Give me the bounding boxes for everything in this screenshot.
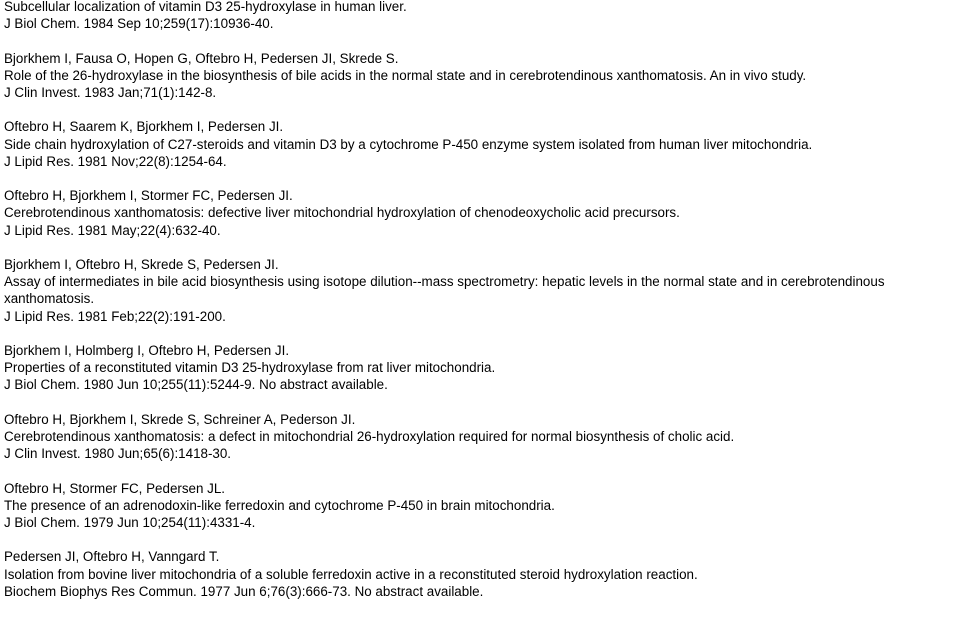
reference-authors: Oftebro H, Saarem K, Bjorkhem I, Pedersen JI. — [4, 119, 284, 135]
reference-entry — [4, 187, 954, 239]
reference-title: Properties of a reconstituted vitamin D3 25-hydroxylase from rat liver mitochondria. — [4, 360, 496, 376]
reference-citation: J Lipid Res. 1981 May;22(4):632-40. — [4, 222, 221, 238]
reference-title: Cerebrotendinous xanthomatosis: defective liver mitochondrial hydroxylation of chenodeoxycholic acid precursors. — [4, 205, 680, 221]
reference-title: The presence of an adrenodoxin-like ferredoxin and cytochrome P-450 in brain mitochondria. — [4, 497, 555, 513]
reference-authors: Bjorkhem I, Oftebro H, Skrede S, Pedersen JI. — [4, 256, 279, 272]
reference-authors: Oftebro H, Stormer FC, Pedersen JL. — [4, 480, 226, 496]
reference-title: Isolation from bovine liver mitochondria of a soluble ferredoxin active in a reconstituted steroid hydroxylation reaction. — [4, 566, 698, 582]
reference-entry — [4, 0, 954, 32]
reference-entry — [4, 480, 954, 532]
reference-entry — [4, 118, 954, 170]
reference-citation: J Biol Chem. 1979 Jun 10;254(11):4331-4. — [4, 514, 256, 530]
reference-title: Assay of intermediates in bile acid biosynthesis using isotope dilution--mass spectrometry: hepatic levels in the normal state and in cerebrotendinous xanthomatosis. — [4, 274, 885, 307]
reference-citation: J Clin Invest. 1980 Jun;65(6):1418-30. — [4, 446, 232, 462]
reference-entry — [4, 256, 954, 325]
reference-list — [4, 0, 954, 617]
reference-citation: J Lipid Res. 1981 Nov;22(8):1254-64. — [4, 153, 227, 169]
reference-entry — [4, 548, 954, 600]
reference-authors: Oftebro H, Bjorkhem I, Skrede S, Schreiner A, Pederson JI. — [4, 411, 356, 427]
reference-authors: Oftebro H, Bjorkhem I, Stormer FC, Pedersen JI. — [4, 188, 293, 204]
reference-entry — [4, 50, 954, 102]
reference-entry — [4, 411, 954, 463]
reference-title: Role of the 26-hydroxylase in the biosynthesis of bile acids in the normal state and in cerebrotendinous xanthomatosis. An in vivo study. — [4, 67, 807, 83]
reference-citation: Biochem Biophys Res Commun. 1977 Jun 6;76(3):666-73. No abstract available. — [4, 583, 484, 599]
reference-citation: J Lipid Res. 1981 Feb;22(2):191-200. — [4, 308, 226, 324]
reference-citation: J Clin Invest. 1983 Jan;71(1):142-8. — [4, 85, 217, 100]
reference-title: Side chain hydroxylation of C27-steroids and vitamin D3 by a cytochrome P-450 enzyme system isolated from human liver mitochondria. — [4, 136, 813, 152]
reference-entry — [4, 342, 954, 394]
reference-title: Subcellular localization of vitamin D3 25-hydroxylase in human liver. — [4, 0, 407, 14]
reference-authors: Bjorkhem I, Holmberg I, Oftebro H, Pedersen JI. — [4, 342, 290, 358]
reference-citation: J Biol Chem. 1984 Sep 10;259(17):10936-40. — [4, 16, 274, 32]
reference-authors: Bjorkhem I, Fausa O, Hopen G, Oftebro H, Pedersen JI, Skrede S. — [4, 50, 399, 66]
reference-title: Cerebrotendinous xanthomatosis: a defect in mitochondrial 26-hydroxylation required for normal biosynthesis of cholic acid. — [4, 428, 735, 444]
reference-authors: Pedersen JI, Oftebro H, Vanngard T. — [4, 549, 220, 565]
reference-citation: J Biol Chem. 1980 Jun 10;255(11):5244-9. No abstract available. — [4, 377, 388, 393]
